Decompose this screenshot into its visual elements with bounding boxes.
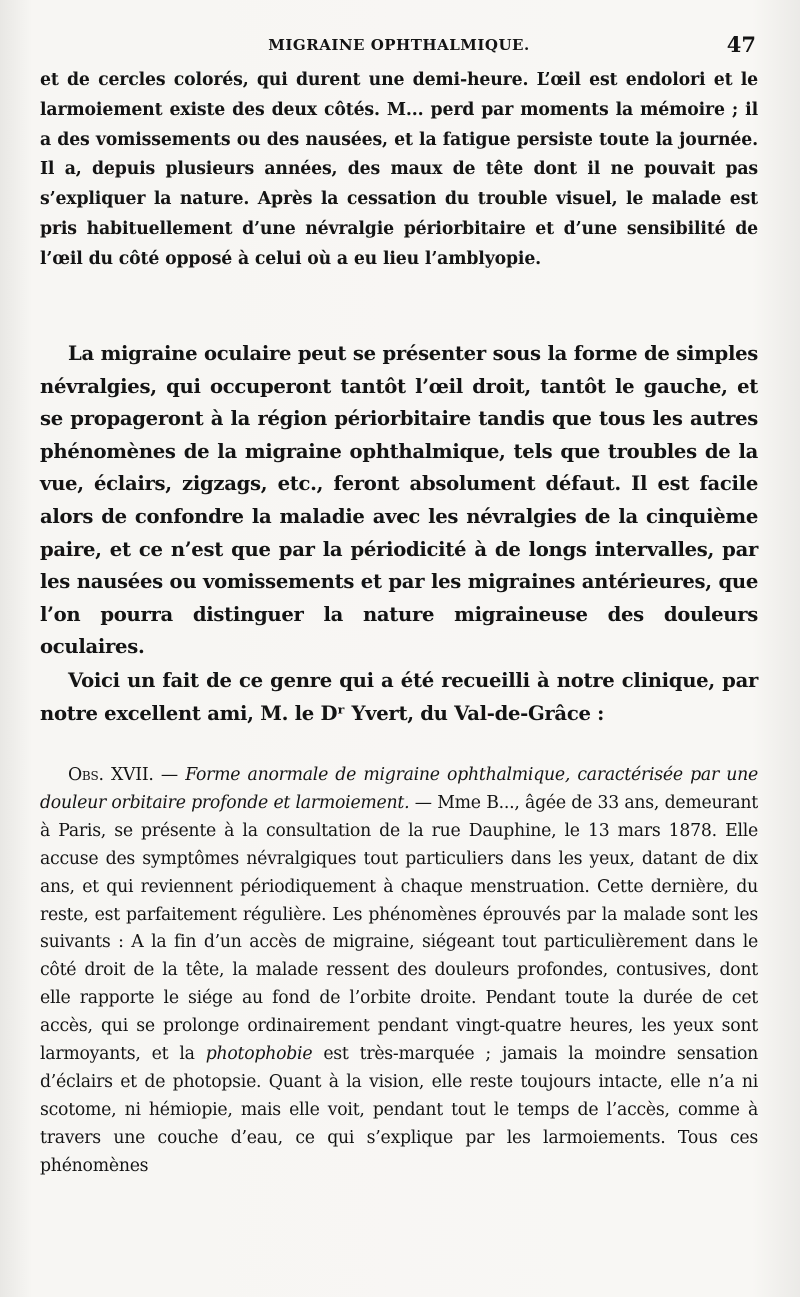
paragraph-text: Voici un fait de ce genre qui a été recueilli à notre clinique, par notre excellent ami, M. le Dʳ Yvert, du Val-de-Grâce :	[40, 669, 758, 725]
observation-paragraph	[40, 762, 758, 1181]
observation-text: — Mme B..., âgée de 33 ans, demeurant à Paris, se présente à la consultation de la rue Dauphine, le 13 mars 1878. Elle accuse des symptômes névralgiques tout particuliers dans les yeux, datant de dix ans, et qui reviennent périodiquement à chaque menstruation. Cette dernière, du reste, est parfaitement régulière. Les phénomènes éprouvés par la malade sont les suivants : A la fin d’un accès de migraine, siégeant tout particulièrement dans le côté droit de la tête, la malade ressent des douleurs profondes, contusives, dont elle rapporte le siége au fond de l’orbite droite. Pendant toute la durée de cet accès, qui se prolonge ordinairement pendant vingt-quatre heures, les yeux sont larmoyants, et la	[40, 792, 758, 1065]
observation-block	[40, 762, 758, 1181]
observation-emphasis: photophobie	[205, 1044, 313, 1065]
paragraph-text: et de cercles colorés, qui durent une demi-heure. L’œil est endolori et le larmoiement existe des deux côtés. M... perd par moments la mémoire ; il a des vomissements ou des nausées, et la fatigue persiste toute la journée. Il a, depuis plusieurs années, des maux de tête dont il ne pouvait pas s’expliquer la nature. Après la cessation du trouble visuel, le malade est pris habituellement d’une névralgie périorbitaire et d’une sensibilité de l’œil du côté opposé à celui où a eu lieu l’amblyopie.	[40, 70, 758, 269]
observation-dash: —	[153, 765, 186, 785]
observation-title: Forme anormale de migraine ophthalmique, caractérisée par une douleur orbitaire profonde et larmoiement.	[40, 765, 758, 813]
paragraph-ocular-migraine	[40, 338, 758, 664]
observation-label: Obs. XVII.	[68, 765, 154, 785]
observation-text-continued: est très-marquée ; jamais la moindre sensation d’éclairs et de photopsie. Quant à la vision, elle reste toujours intacte, elle n’a ni scotome, ni hémiopie, mais elle voit, pendant tout le temps de l’accès, comme à travers une couche d’eau, ce qui s’explique par les larmoiements. Tous ces phénomènes	[40, 1044, 758, 1176]
paragraph-case-continuation	[40, 66, 758, 275]
page-header	[40, 32, 758, 62]
running-head: MIGRAINE OPHTHALMIQUE.	[268, 36, 530, 54]
page-number: 47	[726, 32, 756, 57]
paragraph-text: La migraine oculaire peut se présenter sous la forme de simples névralgies, qui occuperont tantôt l’œil droit, tantôt le gauche, et se propageront à la région périorbitaire tandis que tous les autres phénomènes de la migraine ophthalmique, tels que troubles de la vue, éclairs, zigzags, etc., feront absolument défaut. Il est facile alors de confondre la maladie avec les névralgies de la cinquième paire, et ce n’est que par la périodicité à de longs intervalles, par les nausées ou vomissements et par les migraines antérieures, que l’on pourra distinguer la nature migraineuse des douleurs oculaires.	[40, 342, 758, 659]
paragraph-introduction	[40, 665, 758, 730]
